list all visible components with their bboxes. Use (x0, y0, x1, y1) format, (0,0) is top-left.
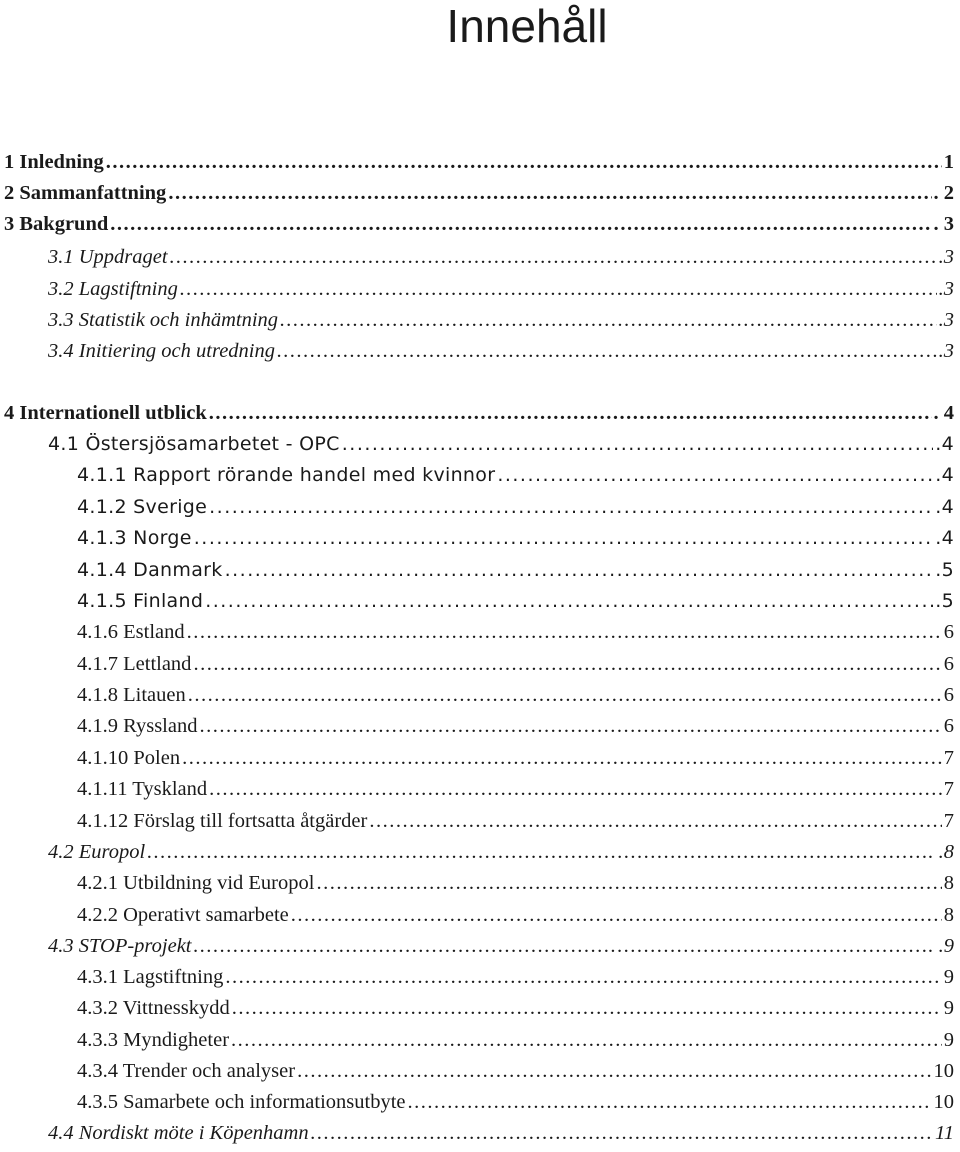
toc-entry-page: 11 (935, 1122, 954, 1144)
toc-entry-page: 9 (943, 997, 954, 1019)
toc-entry-4-1[interactable] (48, 429, 954, 460)
toc-entry-label: 4.1.4 Danmark (77, 559, 223, 581)
toc-entry-page: . 4 (933, 402, 954, 424)
dot-leader (194, 523, 934, 554)
dot-leader (497, 460, 933, 491)
dot-leader (277, 336, 937, 367)
toc-entry-4-2-1[interactable] (77, 868, 954, 899)
toc-entry-4-1-5[interactable] (77, 586, 954, 617)
toc-entry-label: 3.1 Uppdraget (48, 246, 168, 268)
toc-entry-4-3-2[interactable] (77, 993, 954, 1024)
toc-entry-4-1-3[interactable] (77, 523, 954, 554)
toc-entry-label: 4.1.7 Lettland (77, 653, 192, 675)
toc-entry-page: 8 (943, 872, 954, 894)
dot-leader (110, 209, 931, 240)
toc-entry-4-1-10[interactable] (77, 743, 954, 774)
toc-entry-page: 1 (943, 151, 954, 173)
toc-entry-label: 4.1.8 Litauen (77, 684, 186, 706)
dot-leader (209, 774, 942, 805)
toc-entry-label: 4.1.10 Polen (77, 747, 181, 769)
toc-entry-page: .4 (935, 527, 954, 549)
toc-entry-label: 4.1.6 Estland (77, 621, 185, 643)
dot-leader (209, 492, 933, 523)
toc-entry-page: .4 (935, 496, 954, 518)
dot-leader (199, 711, 941, 742)
toc-entry-page: .4 (935, 464, 954, 486)
toc-entry-page: .3 (938, 278, 954, 300)
toc-entry-page: .4 (935, 433, 954, 455)
toc-entry-4-1-7[interactable] (77, 649, 954, 680)
toc-entry-label: 3.3 Statistik och inhämtning (48, 309, 279, 331)
toc-entry-page: . .8 (928, 841, 954, 863)
toc-entry-label: 4.3.1 Lagstiftning (77, 966, 224, 988)
toc-entry-label: 4.1 Östersjösamarbetet - OPC (48, 433, 340, 455)
toc-entry-page: 6 (943, 715, 954, 737)
dot-leader (342, 429, 934, 460)
toc-entry-label: 4.1.9 Ryssland (77, 715, 198, 737)
dot-leader (168, 178, 931, 209)
toc-entry-4-3-5[interactable] (77, 1087, 954, 1118)
toc-entry-label: 4.1.2 Sverige (77, 496, 208, 518)
toc-entry-page: 7 (943, 810, 954, 832)
dot-leader (188, 680, 942, 711)
toc-entry-4[interactable] (4, 398, 954, 429)
toc-entry-4-1-4[interactable] (77, 555, 954, 586)
dot-leader (225, 555, 934, 586)
toc-entry-label: 4.3.5 Samarbete och informationsutbyte (77, 1091, 406, 1113)
toc-entry-label: 4.2.1 Utbildning vid Europol (77, 872, 315, 894)
toc-entry-page: . .9 (928, 935, 954, 957)
dot-leader (170, 242, 937, 273)
toc-entry-3-1[interactable] (48, 242, 954, 273)
dot-leader (205, 586, 933, 617)
toc-entry-page: 9 (943, 966, 954, 988)
toc-entry-page: .5 (935, 590, 954, 612)
toc-entry-3-2[interactable] (48, 274, 954, 305)
dot-leader (147, 837, 926, 868)
toc-entry-label: 4.3.2 Vittnesskydd (77, 997, 230, 1019)
toc-entry-label: 4.2.2 Operativt samarbete (77, 904, 289, 926)
toc-entry-label: 4.1.3 Norge (77, 527, 192, 549)
toc-entry-4-3-3[interactable] (77, 1025, 954, 1056)
dot-leader (106, 147, 942, 178)
toc-entry-label: 4.1.1 Rapport rörande handel med kvinnor (77, 464, 496, 486)
dot-leader (232, 993, 942, 1024)
dot-leader (297, 1056, 931, 1087)
toc-entry-label: 4.4 Nordiskt möte i Köpenhamn (48, 1122, 309, 1144)
dot-leader (291, 900, 942, 931)
toc-entry-3-3[interactable] (48, 305, 954, 336)
toc-entry-4-4[interactable] (48, 1118, 954, 1149)
dot-leader (180, 274, 937, 305)
toc-entry-page: 6 (943, 684, 954, 706)
toc-entry-4-2-2[interactable] (77, 900, 954, 931)
toc-entry-label: 4 Internationell utblick (4, 402, 207, 424)
toc-entry-page: 6 (943, 653, 954, 675)
toc-entry-1[interactable] (4, 147, 954, 178)
toc-entry-4-3-1[interactable] (77, 962, 954, 993)
dot-leader (209, 398, 932, 429)
toc-entry-page: 10 (933, 1060, 954, 1082)
toc-entry-4-1-11[interactable] (77, 774, 954, 805)
dot-leader (408, 1087, 932, 1118)
toc-entry-4-3[interactable] (48, 931, 954, 962)
dot-leader (193, 649, 941, 680)
toc-entry-label: 4.1.12 Förslag till fortsatta åtgärder (77, 810, 368, 832)
toc-entry-page: .3 (938, 340, 954, 362)
toc-entry-page: . 3 (933, 213, 954, 235)
toc-entry-label: 4.1.5 Finland (77, 590, 204, 612)
toc-entry-4-1-1[interactable] (77, 460, 954, 491)
dot-leader (194, 931, 927, 962)
toc-entry-page: . 2 (933, 182, 954, 204)
dot-leader (311, 1118, 933, 1149)
toc-entry-page: .3 (938, 309, 954, 331)
toc-entry-4-1-2[interactable] (77, 492, 954, 523)
toc-entry-page: 10 (933, 1091, 954, 1113)
dot-leader (182, 743, 942, 774)
toc-entry-label: 4.3.3 Myndigheter (77, 1029, 230, 1051)
toc-entry-label: 4.3.4 Trender och analyser (77, 1060, 296, 1082)
toc-entry-label: 3.4 Initiering och utredning (48, 340, 275, 362)
toc-entry-page: 6 (943, 621, 954, 643)
page-title: Innehåll (446, 0, 608, 52)
toc-entry-4-1-12[interactable] (77, 806, 954, 837)
dot-leader (369, 806, 941, 837)
dot-leader (231, 1025, 942, 1056)
toc-entry-label: 1 Inledning (4, 151, 104, 173)
toc-entry-4-1-6[interactable] (77, 617, 954, 648)
dot-leader (187, 617, 942, 648)
toc-entry-label: 3.2 Lagstiftning (48, 278, 178, 300)
dot-leader (225, 962, 941, 993)
toc-entry-page: 7 (943, 778, 954, 800)
toc-entry-3-4[interactable] (48, 336, 954, 367)
toc-entry-2[interactable] (4, 178, 954, 209)
toc-entry-label: 4.1.11 Tyskland (77, 778, 208, 800)
toc-entry-label: 2 Sammanfattning (4, 182, 167, 204)
dot-leader (316, 868, 941, 899)
toc-entry-4-2[interactable] (48, 837, 954, 868)
toc-entry-label: 4.3 STOP-projekt (48, 935, 192, 957)
toc-entry-page: 7 (943, 747, 954, 769)
toc-entry-label: 4.2 Europol (48, 841, 146, 863)
toc-entry-page: .3 (938, 246, 954, 268)
toc-entry-4-1-9[interactable] (77, 711, 954, 742)
toc-entry-4-1-8[interactable] (77, 680, 954, 711)
toc-entry-label: 3 Bakgrund (4, 213, 109, 235)
toc-entry-page: 9 (943, 1029, 954, 1051)
toc-entry-3[interactable] (4, 209, 954, 240)
dot-leader (280, 305, 937, 336)
toc-entry-page: 8 (943, 904, 954, 926)
toc-entry-4-3-4[interactable] (77, 1056, 954, 1087)
toc-entry-page: .5 (935, 559, 954, 581)
